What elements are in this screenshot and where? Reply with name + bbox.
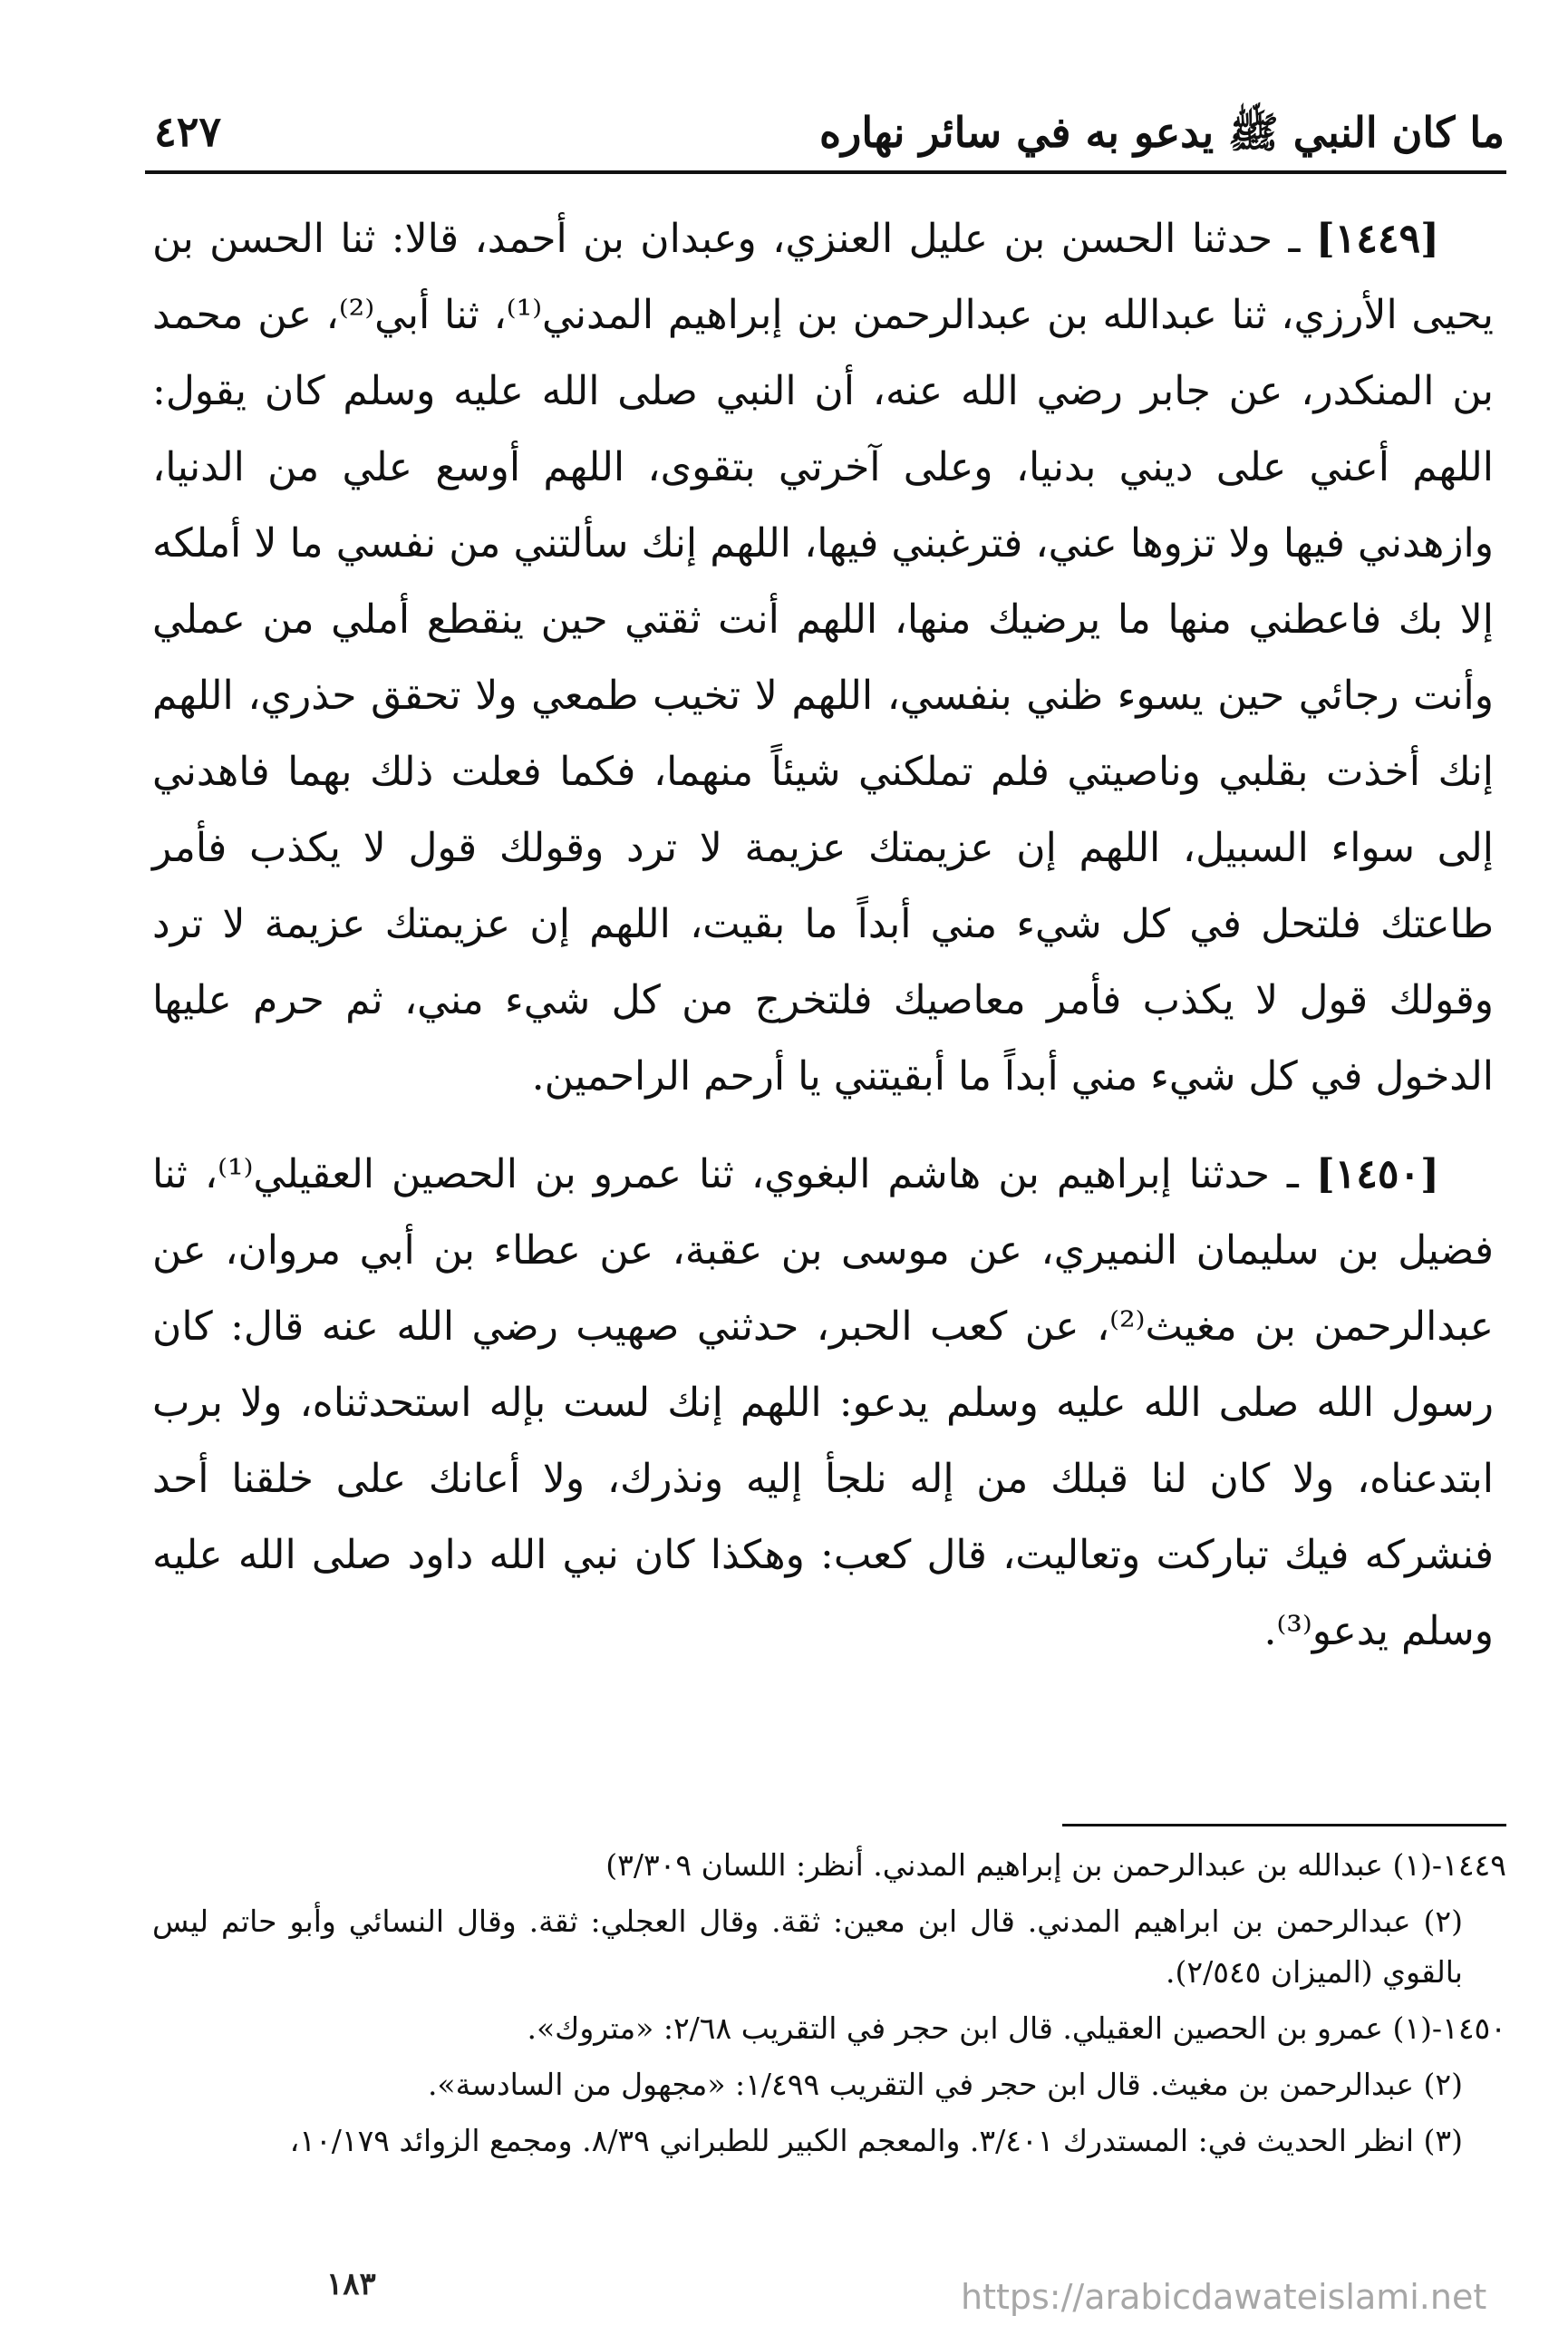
hadith-number: [١٤٤٩] <box>1315 216 1439 262</box>
footnote: ١٤٥٠-(١) عمرو بن الحصين العقيلي. قال ابن حجر في التقريب ٢/٦٨: «متروك». <box>527 2010 1506 2046</box>
hadith-number: [١٤٥٠] <box>1315 1151 1439 1197</box>
chapter-title: ما كان النبي ﷺ يدعو به في سائر نهاره <box>819 108 1505 157</box>
header-rule <box>145 170 1506 174</box>
page-number: ٤٢٧ <box>154 107 222 156</box>
bottom-page-number: ١٨٣ <box>326 2266 376 2302</box>
footnote: (٣) انظر الحديث في: المستدرك ٣/٤٠١. والمعجم الكبير للطبراني ٨/٣٩. ومجمع الزوائد ١٠/١٧٩، <box>289 2123 1463 2158</box>
footnote: (٢) عبدالرحمن بن ابراهيم المدني. قال ابن معين: ثقة. وقال العجلي: ثقة. وقال النسائي وأبو حاتم ليس بالقوي (الميزان ٢/٥٤٥). <box>152 1904 1463 1990</box>
footnote-rule <box>1062 1824 1506 1826</box>
watermark-url: https://arabicdawateislami.net <box>961 2277 1487 2317</box>
hadith-1450 <box>152 1137 1494 1670</box>
footnotes <box>152 1840 1506 2172</box>
footnote: (٢) عبدالرحمن بن مغيث. قال ابن حجر في التقريب ١/٤٩٩: «مجهول من السادسة». <box>427 2067 1463 2102</box>
running-header <box>145 100 1505 172</box>
hadith-text: ـ حدثنا إبراهيم بن هاشم البغوي، ثنا عمرو بن الحصين العقيلي⁽¹⁾، ثنا فضيل بن سليمان النميري، عن موسى بن عقبة، عن عطاء بن أبي مروان، عن عبدالرحمن بن مغيث⁽²⁾، عن كعب الحبر، حدثني صهيب رضي الله عنه قال: كان رسول الله صلى الله عليه وسلم يدعو: اللهم إنك لست بإله استحدثناه، ولا برب ابتدعناه، ولا كان لنا قبلك من إله نلجأ إليه ونذرك، ولا أعانك على خلقنا أحد فنشركه فيك تباركت وتعاليت، قال كعب: وهكذا كان نبي الله داود صلى الله عليه وسلم يدعو⁽³⁾. <box>152 1151 1495 1654</box>
hadith-1449 <box>152 201 1494 1115</box>
main-text <box>152 201 1494 1691</box>
hadith-text: ـ حدثنا الحسن بن عليل العنزي، وعبدان بن أحمد، قالا: ثنا الحسن بن يحيى الأرزي، ثنا عبدالله بن عبدالرحمن بن إبراهيم المدني⁽¹⁾، ثنا أبي⁽²⁾، عن محمد بن المنكدر، عن جابر رضي الله عنه، أن النبي صلى الله عليه وسلم كان يقول: اللهم أعني على ديني بدنيا، وعلى آخرتي بتقوى، اللهم أوسع علي من الدنيا، وازهدني فيها ولا تزوها عني، فترغبني فيها، اللهم إنك سألتني من نفسي ما لا أملكه إلا بك فاعطني منها ما يرضيك منها، اللهم أنت ثقتي حين ينقطع أملي من عملي وأنت رجائي حين يسوء ظني بنفسي، اللهم لا تخيب طمعي ولا تحقق حذري، اللهم إنك أخذت بقلبي وناصيتي فلم تملكني شيئاً منهما، فكما فعلت ذلك بهما فاهدني إلى سواء السبيل، اللهم إن عزيمتك عزيمة لا ترد وقولك قول لا يكذب فأمر طاعتك فلتحل في كل شيء مني أبداً ما بقيت، اللهم إن عزيمتك عزيمة لا ترد وقولك قول لا يكذب فأمر معاصيك فلتخرج من كل شيء مني، ثم حرم عليها الدخول في كل شيء مني أبداً ما أبقيتني يا أرحم الراحمين. <box>152 216 1495 1100</box>
footnote: ١٤٤٩-(١) عبدالله بن عبدالرحمن بن إبراهيم المدني. أنظر: اللسان ٣/٣٠٩) <box>605 1847 1506 1883</box>
